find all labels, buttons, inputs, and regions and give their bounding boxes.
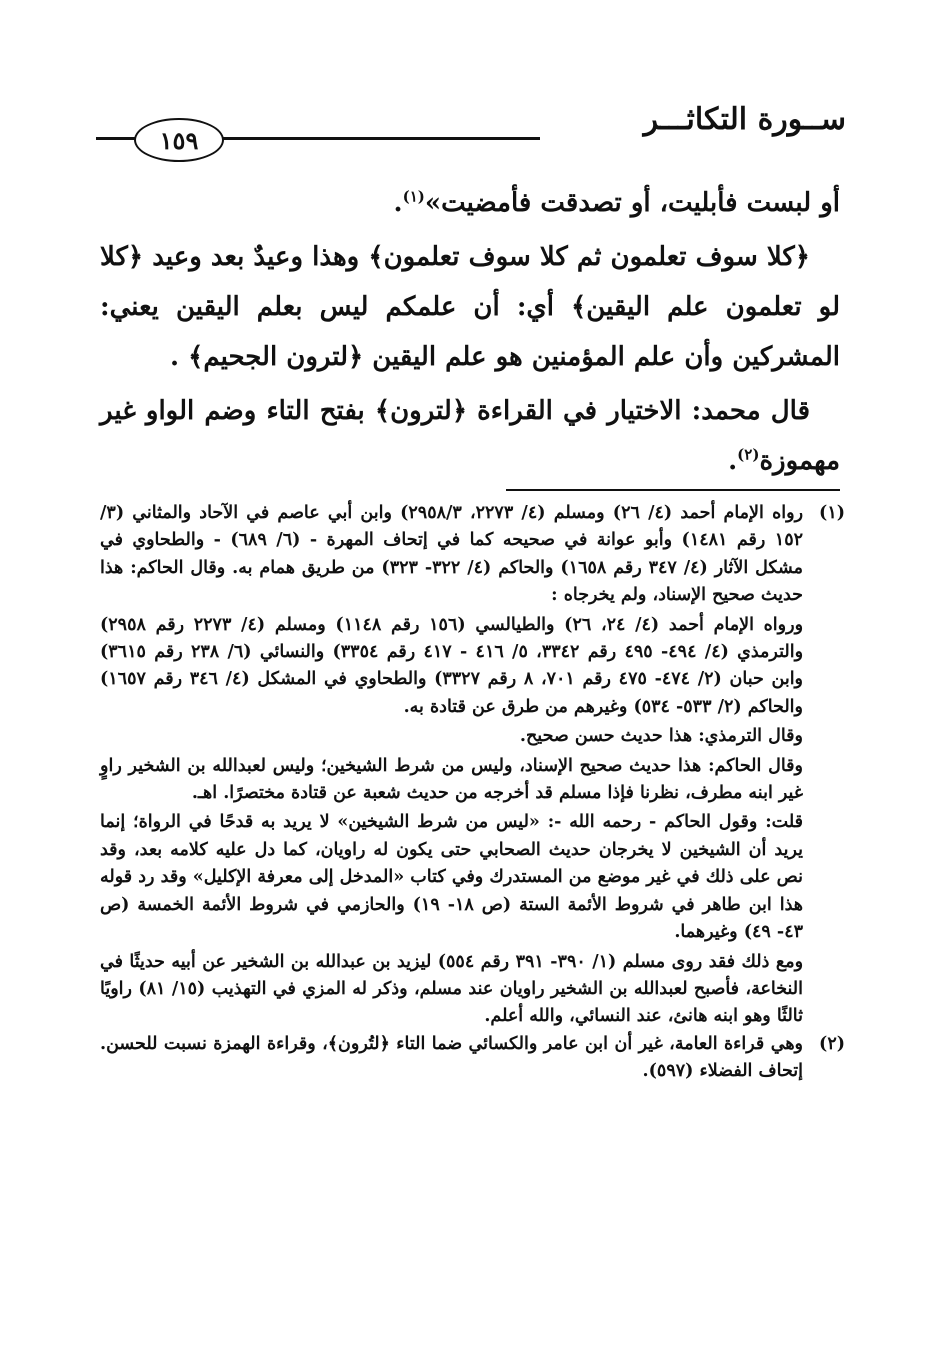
- main-paragraph-2: ﴿كلا سوف تعلمون ثم كلا سوف تعلمون﴾ وهذا وعيدٌ بعد وعيد ﴿كلا لو تعلمون علم اليقين﴾ أي: أن علمكم ليس بعلم اليقين يعني: المشركين وأن علم المؤمنين هو علم اليقين ﴿لترون الجحيم﴾ .: [100, 242, 840, 372]
- page-number-text: ١٥٩: [159, 125, 199, 155]
- footnote-ref-1: (١): [402, 187, 425, 206]
- main-paragraph-3: [100, 386, 840, 486]
- main-paragraph-1-text: أو لبست فأبليت، أو تصدقت فأمضيت»: [424, 188, 840, 218]
- footnote-ref-2: (٢): [737, 445, 760, 464]
- footnote-1-para-4: وقال الحاكم: هذا حديث صحيح الإسناد، وليس من شرط الشيخين؛ وليس لعبدالله بن الشخير راوٍ غير ابنه مطرف، نظرنا فإذا مسلم قد أخرجه من حديث شعبة عن قتادة مختصرًا. اهـ.: [100, 755, 803, 804]
- main-paragraph-3-end: .: [728, 446, 738, 476]
- footnote-2-para-1: وهي قراءة العامة، غير أن ابن عامر والكسائي ضما التاء ﴿لتُرون﴾، وقراءة الهمزة نسبت للحسن. إتحاف الفضلاء (٥٩٧).: [100, 1033, 803, 1082]
- main-paragraph-3-text: قال محمد: الاختيار في القراءة ﴿لترون﴾ بفتح التاء وضم الواو غير مهموزة: [100, 396, 840, 476]
- surah-title: ســورة التكاثـــر: [540, 98, 852, 142]
- footnotes: [100, 500, 845, 1086]
- footnote-1-para-6: ومع ذلك فقد روى مسلم (١/ ٣٩٠- ٣٩١ رقم ٥٥٤) ليزيد بن عبدالله بن الشخير عن أبيه حديثًا في النخاعة، فأصبح لعبدالله بن الشخير راويان عند مسلم، وذكر له المزي في التهذيب (١٥/ ٨١) راويًا ثالثًا وهو ابنه هانئ، عند النسائي، والله أعلم.: [100, 951, 804, 1027]
- main-text: [100, 178, 840, 486]
- page-number: [134, 118, 224, 162]
- footnote-1-number: (١): [819, 503, 845, 523]
- footnote-separator: [506, 489, 840, 491]
- footnote-1-para-5: قلت: وقول الحاكم - رحمه الله -: «ليس من شرط الشيخين» لا يريد به قدحًا في الرواة؛ إنما يريد أن الشيخين لا يخرجان حديث الصحابي حتى يكون له راويان، كما دل عليه كلامه بعد، وقد نص على ذلك في غير موضع من المستدرك وفي كتاب «المدخل إلى معرفة الإكليل» وقد رد قوله هذا ابن طاهر في شروط الأئمة الستة (ص ١٨- ١٩) والحازمي في شروط الأئمة الخمسة (ص ٤٣- ٤٩) وغيرهما.: [100, 812, 803, 943]
- main-paragraph-1: [100, 178, 840, 228]
- footnote-1: [100, 500, 845, 1031]
- footnote-1-para-1: رواه الإمام أحمد (٤/ ٢٦) ومسلم (٤/ ٢٢٧٣، ٢٩٥٨/٣) وابن أبي عاصم في الآحاد والمثاني (٣/ ١٥٢ رقم ١٤٨١) وأبو عوانة في صحيحه كما في إتحاف المهرة - (٦/ ٦٨٩) - والطحاوي في مشكل الآثار (٤/ ٣٤٧ رقم ١٦٥٨) والحاكم (٤/ ٣٢٢- ٣٢٣) من طريق همام به. وقال الحاكم: هذا حديث صحيح الإسناد، ولم يخرجاه :: [100, 503, 804, 606]
- footnote-1-para-2: ورواه الإمام أحمد (٤/ ٢٤، ٢٦) والطيالسي (١٥٦ رقم ١١٤٨) ومسلم (٤/ ٢٢٧٣ رقم ٢٩٥٨) والترمذي (٤/ ٤٩٤- ٤٩٥ رقم ٣٣٤٢، ٥/ ٤١٦ - ٤١٧ رقم ٣٣٥٤) والنسائي (٦/ ٢٣٨ رقم ٣٦١٥) وابن حبان (٢/ ٤٧٤- ٤٧٥ رقم ٧٠١، ٨ رقم ٣٣٢٧) والطحاوي في المشكل (٤/ ٣٤٦ رقم ١٦٥٧) والحاكم (٢/ ٥٣٣- ٥٣٤) وغيرهم من طرق عن قتادة به.: [100, 614, 804, 717]
- footnote-2: [100, 1031, 845, 1086]
- header-rule-left: [96, 137, 136, 140]
- main-paragraph-1-end: .: [393, 188, 403, 218]
- footnote-2-number: (٢): [819, 1033, 845, 1054]
- footnote-1-para-3: وقال الترمذي: هذا حديث حسن صحيح.: [519, 726, 803, 747]
